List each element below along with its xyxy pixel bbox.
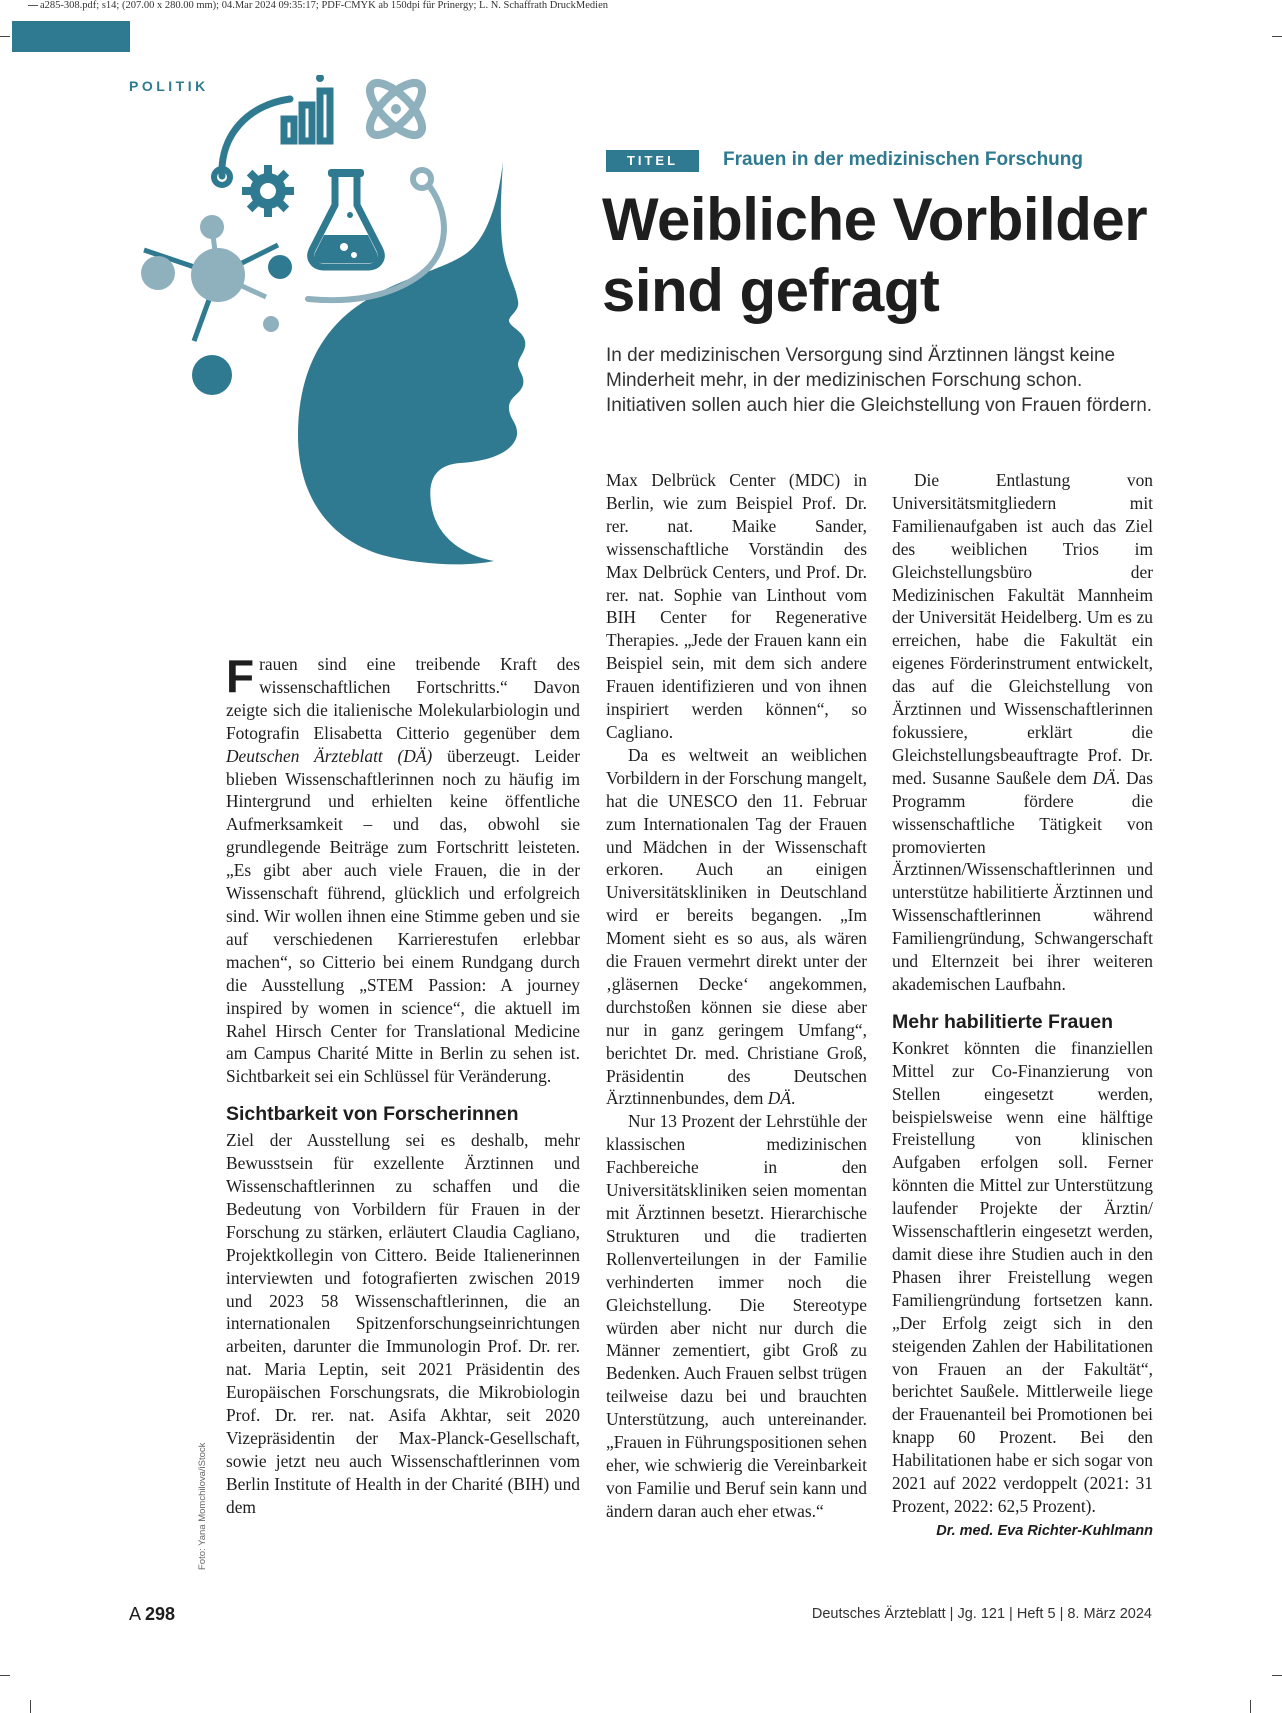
subheading: Sichtbarkeit von Forscherinnen — [226, 1103, 519, 1126]
crop-mark — [1272, 1675, 1282, 1676]
publication-footer: Deutsches Ärzteblatt | Jg. 121 | Heft 5 | 8. März 2024 — [811, 1606, 1152, 1622]
section-label: POLITIK — [129, 78, 209, 94]
text-column-1 — [226, 650, 580, 1519]
title-line: sind gefragt — [602, 257, 940, 324]
page-number-value: 298 — [145, 1604, 176, 1624]
crop-mark — [1272, 36, 1282, 37]
gear-icon — [242, 165, 294, 217]
text-run: . Das Programm fördere die wissenschaftliche Tätigkeit von promovierten Ärztinnen/Wissenschaftlerinnen und unterstütze habilitierte Ärztinnen und Wissenschaftlerinnen während Familiengründung, Schwangerschaft und Elternzeit bei ihrer weiteren akademischen Laufbahn. — [892, 767, 1153, 994]
paragraph — [892, 469, 1153, 996]
subheading: Mehr habilitierte Frauen — [892, 1010, 1114, 1033]
woman-head-silhouette-icon — [298, 161, 525, 564]
paragraph: Ziel der Ausstellung sei es deshalb, mehr Bewusstsein für exzellente Ärztinnen und Wissenschaftlerinnen zu schaffen und die Bedeutung von Vorbildern für Frauen in der Forschung zu stärken, erläutert Claudia Cagliano, Projektkollegin von Cittero. Beide Italienerinnen interviewten und fotografierten zwischen 2019 und 2023 58 Wissenschaftlerinnen, die an internationalen Spitzenforschungseinrichtungen arbeiten, darunter die Immunologin Prof. Dr. rer. nat. Maria Leptin, seit 2021 Präsidentin des Europäischen Forschungsrats, die Mikrobiologin Prof. Dr. rer. nat. Asifa Akhtar, seit 2020 Vizepräsidentin der Max-Planck-Gesellschaft, sowie jetzt neu auch Wissenschaftlerinnen vom Berlin Institute of Health in der Charité (BIH) und dem — [226, 1130, 580, 1517]
print-slug: a285-308.pdf; s14; (207.00 x 280.00 mm); 04.Mar 2024 09:35:17; PDF-CMYK ab 150dpi für Prinergy; L. N. Schaffrath DruckMedien — [40, 0, 609, 11]
article-title — [602, 184, 1222, 326]
text-run-italic: DÄ — [767, 1088, 791, 1109]
paragraph — [606, 744, 867, 1111]
atom-icon — [362, 75, 430, 143]
drop-cap: F — [226, 650, 255, 702]
section-color-tab — [12, 21, 130, 52]
article-kicker: Frauen in der medizinischen Forschung — [723, 149, 1083, 170]
paragraph: Nur 13 Prozent der Lehrstühle der klassischen medizinischen Fachbereiche in den Universitätskliniken seien momentan mit Ärztinnen besetzt. Hierarchische Strukturen und die tradierten Rollenverteilungen in der Familie verhinderten immer noch die Gleichstellung. Die Stereotype würden aber nicht nur durch die Männer zementiert, gibt Groß zu Bedenken. Auch Frauen selbst trügen teilweise dazu bei und brauchten Unterstützung, auch untereinander. „Frauen in Führungspositionen sehen eher, wie schwierig die Vereinbarkeit von Familie und Beruf sein kann und ändern daran auch eher etwas.“ — [606, 1111, 867, 1521]
text-column-3 — [892, 469, 1153, 1543]
text-run-italic: Deutschen Ärzteblatt (DÄ) — [226, 745, 433, 766]
crop-mark — [30, 1700, 31, 1713]
text-run: rauen sind eine treibende Kraft des wissenschaftlichen Fortschritts.“ Davon zeigte sich die italienische Molekularbiologin und Fotografin Elisabetta Citterio gegenüber dem — [226, 654, 580, 743]
article-lead: In der medizinischen Versorgung sind Ärztinnen längst keine Minderheit mehr, in der medizinischen Forschung schon. Initiativen sollen auch hier die Gleichstellung von Frauen fördern. — [606, 345, 1153, 416]
text-run: überzeugt. Leider blieben Wissenschaftlerinnen noch zu häufig im Hintergrund und erhielten keine öffentliche Aufmerksamkeit – und das, obwohl sie grundlegende Beiträge zum Fortschritt leisteten. „Es gibt aber auch viele Frauen, die in der Wissenschaft führend, glücklich und erfolgreich sind. Wir wollen ihnen eine Stimme geben und sie auf verschiedenen Karrierestufen erlebbar machen“, so Citterio bei einem Rundgang durch die Ausstellung „STEM Passion: A journey inspired by women in science“, die aktuell im Rahel Hirsch Center for Translational Medicine am Campus Charité Mitte in Berlin zu sehen ist. Sichtbarkeit sei ein Schlüssel für Veränderung. — [226, 745, 580, 1087]
photo-credit: Foto: Yana Momchilova/iStock — [197, 1442, 208, 1570]
text-run: Die Entlastung von Universitätsmitgliedern mit Familienaufgaben ist auch das Ziel des weiblichen Trios im Gleichstellungsbüro der Medizinischen Fakultät Mannheim der Universität Heidelberg. Um es zu erreichen, habe die Fakultät ein eigenes Förderinstrument entwickelt, das auf die Gleichstellung von Ärztinnen und Wissenschaftlerinnen fokussiere, erklärt die Gleichstellungsbeauftragte Prof. Dr. med. Susanne Saußele dem — [892, 470, 1153, 788]
paragraph: Konkret könnten die finanziellen Mittel zur Co-Finanzierung von Stellen eingesetzt werden, beispielsweise wenn eine hälftige Freistellung von klinischen Aufgaben erfolgen soll. Ferner könnten die Mittel zur Unterstützung laufender Projekte der Ärztin/ Wissenschaftlerin eingesetzt werden, damit diese ihre Studien auch in den Phasen ihrer Freistellung wegen Familiengründung fortsetzen kann. „Der Erfolg zeigt sich in den steigenden Zahlen der Habilitationen von Frauen an der Fakultät“, berichtet Saußele. Mittlerweile liege der Frauenanteil bei Promotionen bei knapp 60 Prozent. Bei den Habilitationen habe er sich sogar von 2021 auf 2022 verdoppelt (2021: 31 Prozent, 2022: 62,5 Prozent). — [892, 1037, 1153, 1516]
molecule-icon — [141, 215, 292, 395]
paragraph: Max Delbrück Center (MDC) in Berlin, wie zum Beispiel Prof. Dr. rer. nat. Maike Sander, wissenschaftliche Vorständin des Max Delbrück Centers, und Prof. Dr. rer. nat. Sophie van Linthout vom BIH Center for Regenerative Therapies. „Jede der Frauen kann ein Beispiel sein, mit dem sich andere Frauen identifizieren und von ihnen inspiriert werden können“, so Cagliano. — [606, 470, 867, 742]
illustration — [130, 75, 590, 635]
text-run-italic: DÄ — [1092, 767, 1116, 788]
page-prefix: A — [129, 1604, 141, 1624]
page-number — [129, 1604, 175, 1625]
paragraph — [226, 650, 580, 1088]
text-run: . — [790, 1088, 796, 1109]
title-line: Weibliche Vorbilder — [602, 186, 1148, 253]
crop-mark — [0, 36, 10, 37]
crop-mark — [28, 5, 38, 6]
text-run: Da es weltweit an weiblichen Vorbildern in der Forschung mangelt, hat die UNESCO den 11. Februar zum Internationalen Tag der Frauen und Mädchen in der Wissenschaft erkoren. Auch an einigen Universitätskliniken in Deutschland wird er bereits begangen. „Im Moment sieht es so aus, als wären die Frauen vermehrt direkt unter der ‚gläsernen Decke‘ angekommen, durchstoßen können sie diese aber nur in ganz geringem Umfang“, berichtet Dr. med. Christiane Groß, Präsidentin des Deutschen Ärztinnenbundes, dem — [606, 744, 867, 1109]
category-badge: TITEL — [606, 150, 699, 172]
crop-mark — [1250, 1700, 1251, 1713]
author-byline: Dr. med. Eva Richter-Kuhlmann — [936, 1522, 1153, 1539]
crop-mark — [0, 1675, 10, 1676]
text-column-2 — [606, 469, 867, 1523]
